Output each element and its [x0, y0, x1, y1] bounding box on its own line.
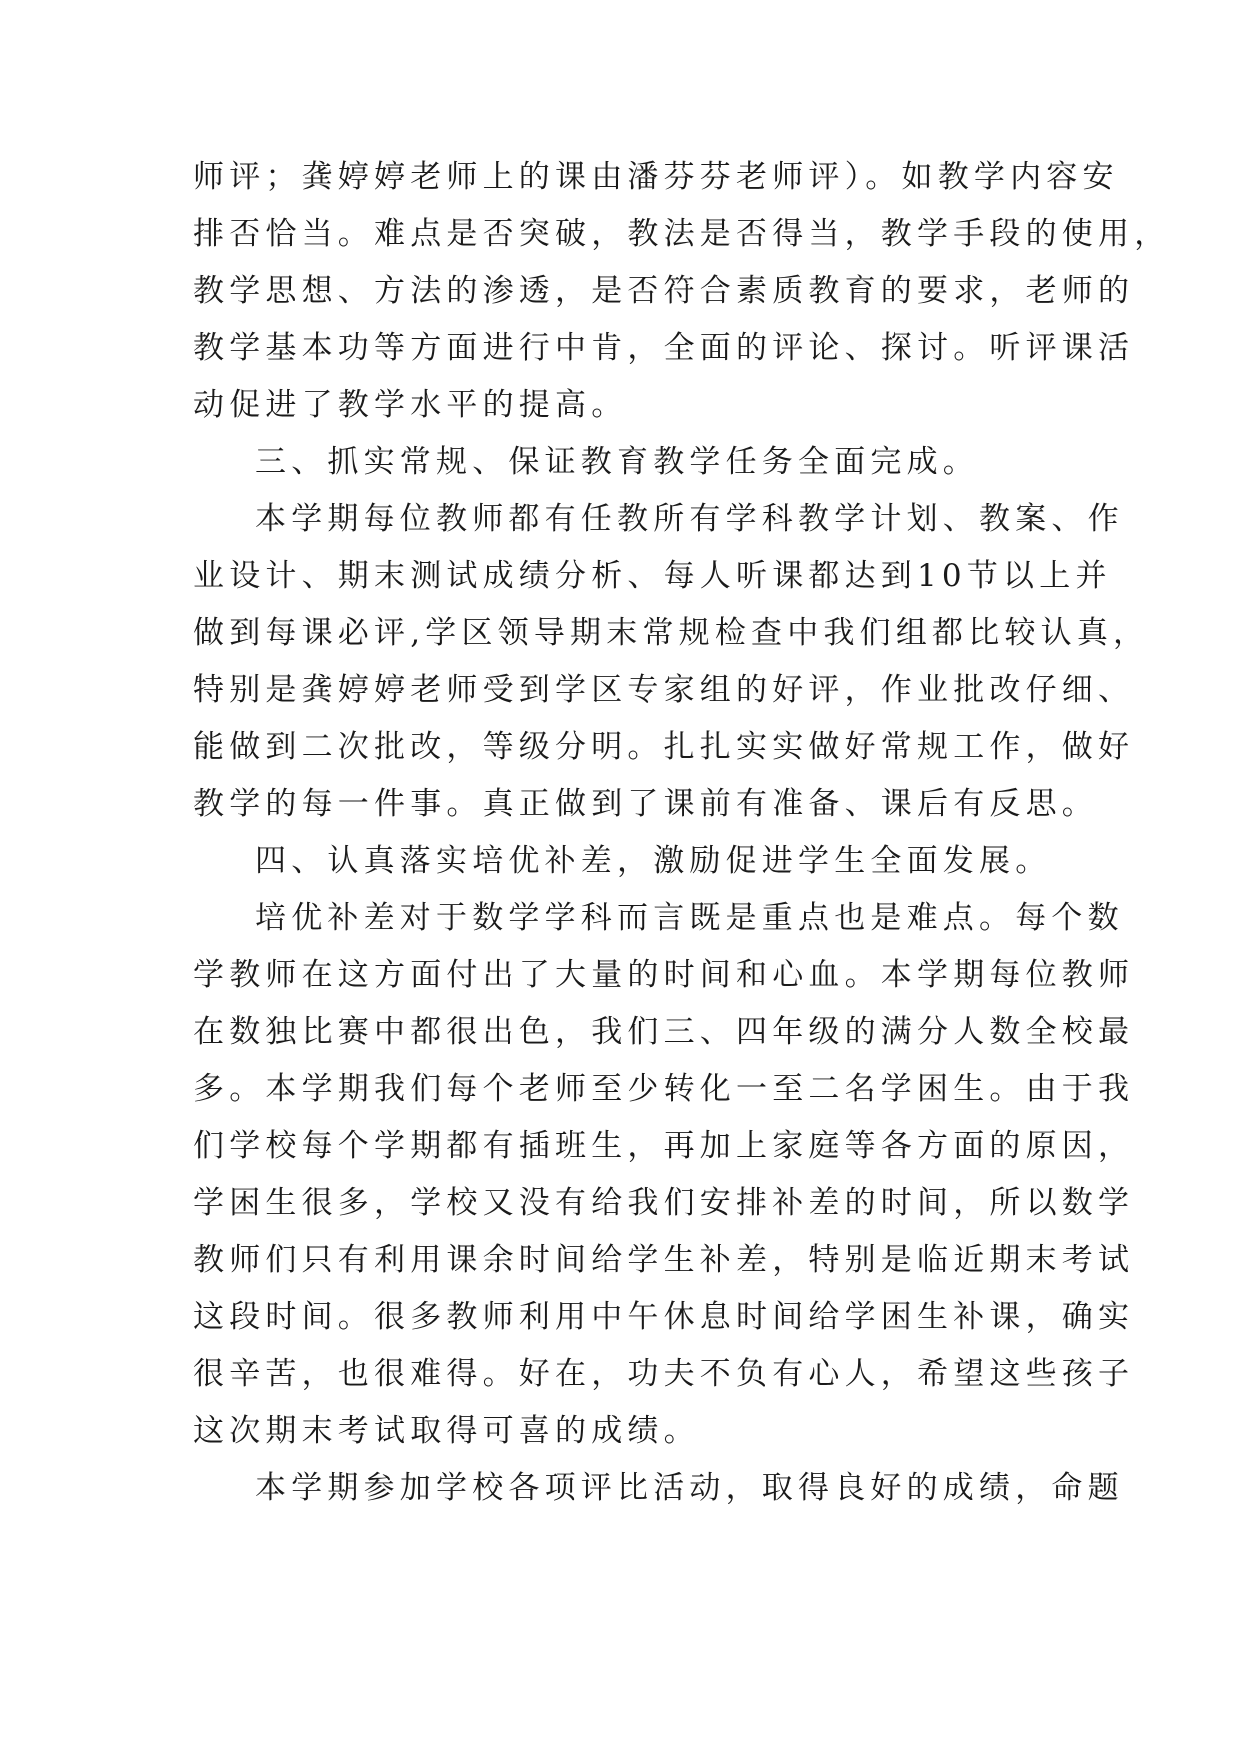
text-line: 特别是龚婷婷老师受到学区专家组的好评，作业批改仔细、: [193, 672, 1135, 708]
text-line: 很辛苦，也很难得。好在，功夫不负有心人，希望这些孩子: [193, 1356, 1135, 1392]
text-line: 培优补差对于数学学科而言既是重点也是难点。每个数: [255, 900, 1124, 936]
text-line: 学教师在这方面付出了大量的时间和心血。本学期每位教师: [193, 957, 1135, 993]
text-line: 教学思想、方法的渗透，是否符合素质教育的要求，老师的: [193, 273, 1135, 309]
text-line: 本学期参加学校各项评比活动，取得良好的成绩，命题: [255, 1470, 1124, 1506]
text-line: 这段时间。很多教师利用中午休息时间给学困生补课，确实: [193, 1299, 1135, 1335]
text-line: 能做到二次批改，等级分明。扎扎实实做好常规工作，做好: [193, 729, 1135, 765]
text-line: 业设计、期末测试成绩分析、每人听课都达到10节以上并: [193, 558, 1112, 594]
text-line: 学困生很多，学校又没有给我们安排补差的时间，所以数学: [193, 1185, 1135, 1221]
text-line: 师评；龚婷婷老师上的课由潘芬芬老师评）。如教学内容安: [193, 159, 1119, 195]
text-line: 本学期每位教师都有任教所有学科教学计划、教案、作: [255, 501, 1124, 537]
text-line: 做到每课必评,学区领导期末常规检查中我们组都比较认真，: [193, 615, 1150, 651]
section-heading: 三、抓实常规、保证教育教学任务全面完成。: [255, 444, 979, 480]
text-line: 在数独比赛中都很出色，我们三、四年级的满分人数全校最: [193, 1014, 1135, 1050]
section-heading: 四、认真落实培优补差，激励促进学生全面发展。: [255, 843, 1052, 879]
text-line: 教学基本功等方面进行中肯，全面的评论、探讨。听评课活: [193, 330, 1135, 366]
text-line: 排否恰当。难点是否突破，教法是否得当，教学手段的使用，: [193, 216, 1171, 252]
text-line: 教学的每一件事。真正做到了课前有准备、课后有反思。: [193, 786, 1098, 822]
text-line: 们学校每个学期都有插班生，再加上家庭等各方面的原因，: [193, 1128, 1135, 1164]
text-line: 教师们只有利用课余时间给学生补差，特别是临近期末考试: [193, 1242, 1135, 1278]
text-line: 多。本学期我们每个老师至少转化一至二名学困生。由于我: [193, 1071, 1135, 1107]
text-line: 动促进了教学水平的提高。: [193, 387, 628, 423]
text-line: 这次期末考试取得可喜的成绩。: [193, 1413, 700, 1449]
